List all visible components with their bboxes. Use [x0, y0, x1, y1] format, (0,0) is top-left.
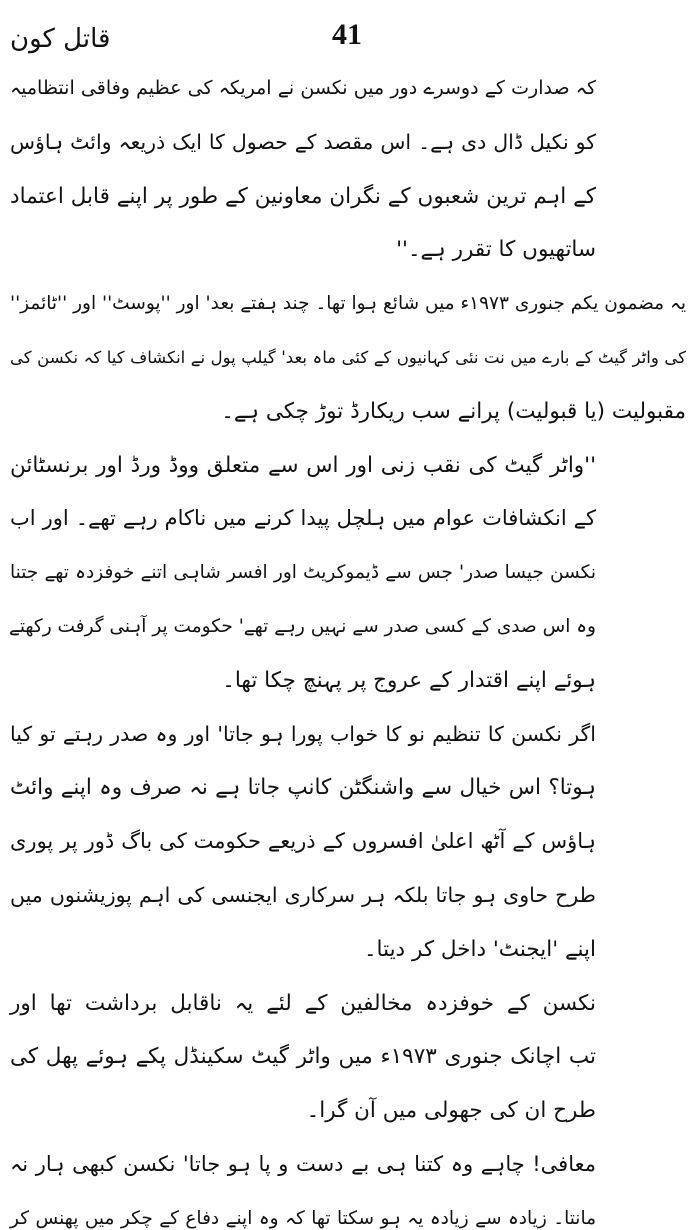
text-line: ''واٹر گیٹ کی نقب زنی اور اس سے متعلق ووڈ ورڈ اور برنسٹائن: [10, 452, 596, 478]
text-body: [0, 62, 700, 1230]
text-line: ہوئے اپنے اقتدار کے عروج پر پہنچ چکا تھا۔: [222, 667, 596, 693]
text-line: یہ مضمون یکم جنوری ۱۹۷۳ء میں شائع ہوا تھا۔ چند ہفتے بعد' اور ''پوسٹ'' اور ''ٹائمز'': [10, 293, 686, 315]
text-line: ساتھیوں کا تقرر ہے۔'': [396, 237, 596, 263]
text-line: اگر نکسن کا تنظیم نو کا خواب پورا ہو جاتا' اور وہ صدر رہتے تو کیا: [10, 721, 596, 746]
text-line: ہاؤس کے آٹھ اعلیٰ افسروں کے ذریعے حکومت کی باگ ڈور پر پوری: [10, 829, 596, 854]
text-line: نکسن کے خوفزدہ مخالفین کے لئے یہ ناقابل برداشت تھا اور: [10, 990, 596, 1016]
text-line: کہ صدارت کے دوسرے دور میں نکسن نے امریکہ کی عظیم وفاقی انتظامیہ: [10, 77, 596, 99]
text-line: کے انکشافات عوام میں ہلچل پیدا کرنے میں ناکام رہے تھے۔ اور اب: [10, 506, 596, 531]
text-line: اپنے 'ایجنٹ' داخل کر دیتا۔: [363, 936, 596, 962]
text-line: نکسن جیسا صدر' جس سے ڈیموکریٹ اور افسر شاہی اتنے خوفزدہ تھے جتنا: [10, 562, 596, 584]
text-line: وہ اس صدی کے کسی صدر سے نہیں رہے تھے' حکومت پر آہنی گرفت رکھتے: [8, 615, 596, 637]
text-line: طرح ان کی جھولی میں آن گرا۔: [306, 1098, 596, 1124]
text-line: تب اچانک جنوری ۱۹۷۳ء میں واٹر گیٹ سکینڈل پکے ہوئے پھل کی: [10, 1044, 596, 1070]
running-title: قاتل کون: [10, 24, 111, 54]
text-line: طرح حاوی ہو جاتا بلکہ ہر سرکاری ایجنسی کی اہم پوزیشنوں میں: [10, 882, 596, 907]
text-line: کی واٹر گیٹ کے بارے میں نت نئی کہانیوں کے کئی ماہ بعد' گیلپ پول نے انکشاف کیا کہ نکسن کی: [10, 347, 686, 367]
text-line: مقبولیت (یا قبولیت) پرانے سب ریکارڈ توڑ چکی ہے۔: [221, 398, 686, 424]
page-header: [0, 18, 700, 62]
page-number: 41: [332, 18, 362, 51]
text-line: کے اہم ترین شعبوں کے نگران معاونین کے طور پر اپنے قابل اعتماد: [10, 183, 596, 209]
text-line: کو نکیل ڈال دی ہے۔ اس مقصد کے حصول کا ایک ذریعہ وائٹ ہاؤس: [10, 129, 596, 154]
text-line: ہوتا؟ اس خیال سے واشنگٹن کانپ جاتا ہے نہ صرف وہ اپنے وائٹ: [10, 775, 596, 801]
text-line: مانتا۔ زیادہ سے زیادہ یہ ہو سکتا تھا کہ وہ اپنے دفاع کے چکر میں پھنس کر: [10, 1207, 596, 1229]
text-line: معافی! چاہے وہ کتنا ہی بے دست و پا ہو جاتا' نکسن کبھی ہار نہ: [10, 1151, 596, 1176]
